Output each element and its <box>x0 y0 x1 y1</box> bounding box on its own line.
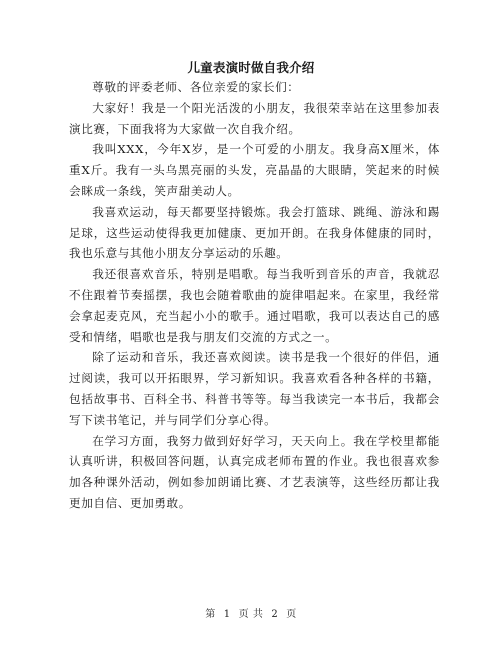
sports-paragraph: 我喜欢运动，每天都要坚持锻炼。我会打篮球、跳绳、游泳和踢足球，这些运动使得我更加健康、更加开朗。在我身体健康的同时，我也乐意与其他小朋友分享运动的乐趣。 <box>69 204 440 261</box>
page-label-prefix: 第 <box>205 609 216 620</box>
music-paragraph: 我还很喜欢音乐，特别是唱歌。每当我听到音乐的声音，我就忍不住跟着节奏摇摆，我也会随着歌曲的旋律唱起来。在家里，我经常会拿起麦克风，充当起小小的歌手。通过唱歌，我可以表达自己的感受和情绪，唱歌也是我与朋友们交流的方式之一。 <box>69 267 440 344</box>
page-label-suffix: 页 <box>286 609 297 620</box>
current-page-number: 1 <box>223 609 231 620</box>
intro-paragraph: 我叫XXX，今年X岁，是一个可爱的小朋友。我身高X厘米，体重X斤。我有一头乌黑亮丽的头发，亮晶晶的大眼睛，笑起来的时候会眯成一条线，笑声甜美动人。 <box>69 142 440 198</box>
greeting-paragraph: 大家好！我是一个阳光活泼的小朋友，我很荣幸站在这里参加表演比赛，下面我将为大家做一次自我介绍。 <box>69 100 440 136</box>
page-footer <box>0 608 502 622</box>
page-label-mid: 页 共 <box>238 609 264 620</box>
reading-paragraph: 除了运动和音乐，我还喜欢阅读。读书是我一个很好的伴侣，通过阅读，我可以开拓眼界，学习新知识。我喜欢看各种各样的书籍，包括故事书、百科全书、科普书等等。每当我读完一本书后，我都会写下读书笔记，并与同学们分享心得。 <box>69 350 440 427</box>
total-page-number: 2 <box>271 609 279 620</box>
document-body <box>69 77 440 514</box>
study-paragraph: 在学习方面，我努力做到好好学习，天天向上。我在学校里都能认真听讲，积极回答问题，认真完成老师布置的作业。我也很喜欢参加各种课外活动，例如参加朗诵比赛、才艺表演等，这些经历都让我更加自信、更加勇敢。 <box>69 433 440 510</box>
document-title: 儿童表演时做自我介绍 <box>187 60 315 75</box>
salutation-paragraph: 尊敬的评委老师、各位亲爱的家长们： <box>92 80 300 94</box>
